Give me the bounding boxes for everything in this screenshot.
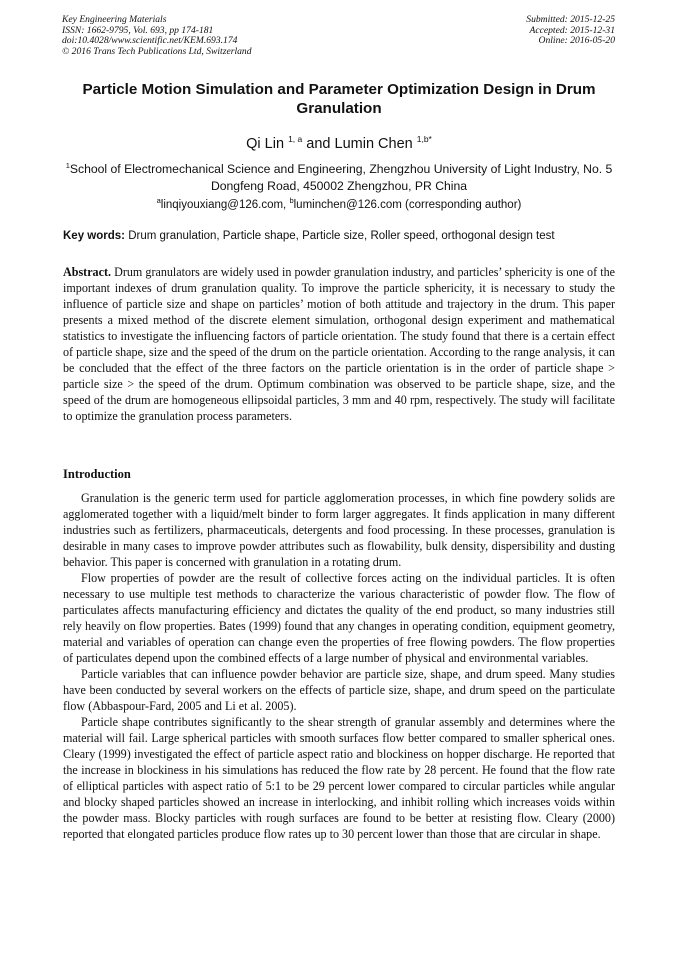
abstract-text: Drum granulators are widely used in powder granulation industry, and particles’ sphericity is one of the important indexes of drum granulation quality. To improve the particle sphericity, it is necessary to study the influence of particle size and shape on particles’ motion of both attitude and trajectory in the drum. This paper presents a mixed method of the discrete element simulation, orthogonal design experiment and mathematical statistics to investigate the influencing factors of particle orientation. The study found that there is a certain effect of particle shape, size and the speed of the drum on the particle orientation. According to the range analysis, it can be concluded that the effect of the three factors on the particle orientation is in the order of particle shape > particle size > the speed of the drum. Optimum combination was observed to be particle shape, size, and the speed of the drum are homogeneous ellipsoidal particles, 3 mm and 40 rpm, respectively. The study will facilitate to optimize the granulation process parameters. [63,265,615,423]
affiliation-marker: 1 [65,161,70,170]
body-paragraph: Granulation is the generic term used for particle agglomeration processes, in which fine powdery solids are agglomerated together with a liquid/melt binder to form larger aggregates. It finds application in many different industries such as fertilizers, pharmaceuticals, detergents and food processing. In these processes, granulation is desirable in many cases to improve powder attributes such as flowability, bulk density, dispersibility and dusting behavior. This paper is concerned with granulation in a rotating drum. [63,491,615,569]
author-name: Qi Lin [246,136,285,152]
email-line [0,194,678,212]
email-link[interactable]: luminchen@126.com (corresponding author) [293,199,522,211]
section-heading: Introduction [63,467,131,481]
email-marker: a [156,196,161,205]
accepted-date: Accepted: 2015-12-31 [529,24,615,36]
author-line [0,130,678,153]
body-paragraph: Particle shape contributes significantly to the shear strength of granular assembly and determines where the material will fail. Large spherical particles with smooth surfaces flow better compared to smaller spherical ones. Cleary (1999) investigated the effect of particle aspect ratio and blockiness on hopper discharge. He reported that the increase in blockiness in his simulations has reduced the flow rate by 28 percent. He found that the flow rate of elliptical particles with aspect ratio of 5:1 to be 29 percent lower compared to circular particles while angular and blocky shaped particles showed an increase in interlocking, and inhibit rolling which increases voids within the powder mass. Blocky particles with rough surfaces are found to be better at resisting flow. Cleary (2000) reported that elongated particles produce flow rates up to 30 percent lower than those that are circular in shape. [63,715,615,841]
email-marker: b [289,196,294,205]
affiliation-text: School of Electromechanical Science and Engineering, Zhengzhou University of Light Industry, No. 5 Dongfeng Road, 450002 Zhengzhou, PR China [69,162,613,193]
abstract [63,264,615,424]
body-paragraph: Particle variables that can influence powder behavior are particle size, shape, and drum speed. Many studies have been conducted by several workers on the effects of particle size, shape, and drum speed on the particulate flow (Abbaspour-Fard, 2005 and Li et al. 2005). [63,667,615,713]
copyright-line: © 2016 Trans Tech Publications Ltd, Switzerland [62,45,252,57]
author-affil-marker: 1,b* [416,134,432,144]
body-paragraph: Flow properties of powder are the result of collective forces acting on the individual particles. It is often necessary to use multiple test methods to characterize the various characteristic of powder flow. The flow of particulates affects manufacturing efficiency and dictates the quality of the end product, so many industries still rely heavily on flow properties. Bates (1999) found that any changes in operating condition, equipment geometry, material and variables of operation can change even the properties of free flowing powders. The flow properties of particulates depend upon the combined effects of a large number of physical and environmental variables. [63,571,615,665]
keywords [63,229,623,243]
journal-name: Key Engineering Materials [62,14,167,25]
abstract-label: Abstract. [63,265,112,279]
submitted-date: Submitted: 2015-12-25 [526,14,615,25]
author-name: Lumin Chen [334,136,413,152]
author-conjunction: and [306,136,331,152]
keywords-label: Key words: [63,230,125,242]
affiliation [50,157,628,195]
introduction-body [63,490,615,842]
email-link[interactable]: linqiyouxiang@126.com, [160,199,287,211]
journal-info [62,15,252,57]
online-date: Online: 2016-05-20 [538,35,615,47]
keywords-text: Drum granulation, Particle shape, Particle size, Roller speed, orthogonal design test [128,230,555,242]
submission-dates [526,15,615,47]
doi-line: doi:10.4028/www.scientific.net/KEM.693.174 [62,35,238,47]
paper-title: Particle Motion Simulation and Parameter Optimization Design in Drum Granulation [82,81,596,117]
issn-line: ISSN: 1662-9795, Vol. 693, pp 174-181 [62,24,214,36]
author-affil-marker: 1, a [288,134,303,144]
